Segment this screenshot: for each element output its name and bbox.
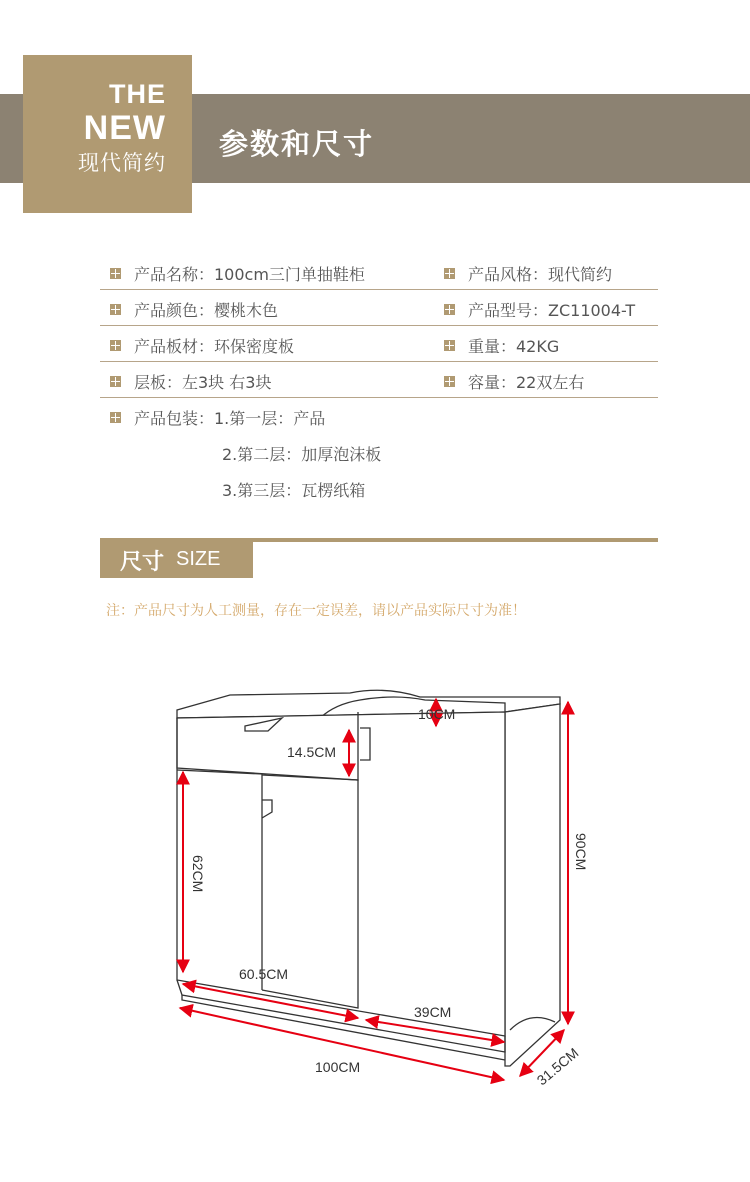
- plus-square-icon: [444, 376, 455, 387]
- dim-total-width: 100CM: [315, 1059, 361, 1075]
- plus-square-icon: [444, 340, 455, 351]
- spec-row: [100, 362, 658, 398]
- spec-capacity: 容量：22双左右: [468, 373, 585, 392]
- dim-drawer: 14.5CM: [287, 744, 337, 760]
- spec-weight: 重量：42KG: [468, 337, 560, 356]
- dim-total-height: 90CM: [573, 833, 589, 871]
- dim-right-width: 39CM: [414, 1004, 452, 1020]
- badge-the: THE: [109, 79, 166, 109]
- page-title: 参数和尺寸: [219, 127, 375, 161]
- spec-row: [100, 290, 658, 326]
- spec-shelves: 层板：左3块 右3块: [134, 373, 272, 392]
- packaging-line-2: 2.第二层：加厚泡沫板: [222, 445, 382, 464]
- dim-top-gap: 10CM: [418, 706, 456, 722]
- plus-square-icon: [110, 376, 121, 387]
- size-heading: [100, 538, 253, 578]
- spec-row: [100, 326, 658, 362]
- cabinet-diagram: [0, 650, 750, 1110]
- spec-color: 产品颜色：樱桃木色: [134, 301, 279, 320]
- size-heading-en: SIZE: [176, 548, 221, 570]
- cabinet-outline: [177, 690, 560, 1066]
- spec-table: [100, 254, 658, 500]
- badge-new: NEW: [83, 109, 166, 147]
- plus-square-icon: [110, 412, 121, 423]
- spec-name: 产品名称：100cm三门单抽鞋柜: [134, 265, 365, 284]
- packaging-line-3: 3.第三层：瓦楞纸箱: [222, 481, 366, 500]
- brand-badge: [23, 55, 192, 213]
- plus-square-icon: [110, 268, 121, 279]
- plus-square-icon: [110, 340, 121, 351]
- plus-square-icon: [444, 304, 455, 315]
- plus-square-icon: [444, 268, 455, 279]
- spec-row: [100, 398, 658, 434]
- dim-door-height: 62CM: [190, 855, 206, 893]
- plus-square-icon: [110, 304, 121, 315]
- spec-style: 产品风格：现代简约: [468, 265, 613, 284]
- spec-model: 产品型号：ZC11004-T: [468, 301, 636, 320]
- badge-style: 现代简约: [78, 151, 166, 175]
- dim-left-width: 60.5CM: [239, 966, 289, 982]
- spec-material: 产品板材：环保密度板: [134, 337, 295, 356]
- spec-packaging: 产品包装：1.第一层：产品: [134, 409, 326, 428]
- measurement-note: 注：产品尺寸为人工测量，存在一定误差，请以产品实际尺寸为准！: [106, 603, 526, 619]
- dim-depth: 31.5CM: [533, 1044, 582, 1089]
- spec-row: [100, 254, 658, 290]
- size-heading-cn: 尺寸: [120, 550, 165, 575]
